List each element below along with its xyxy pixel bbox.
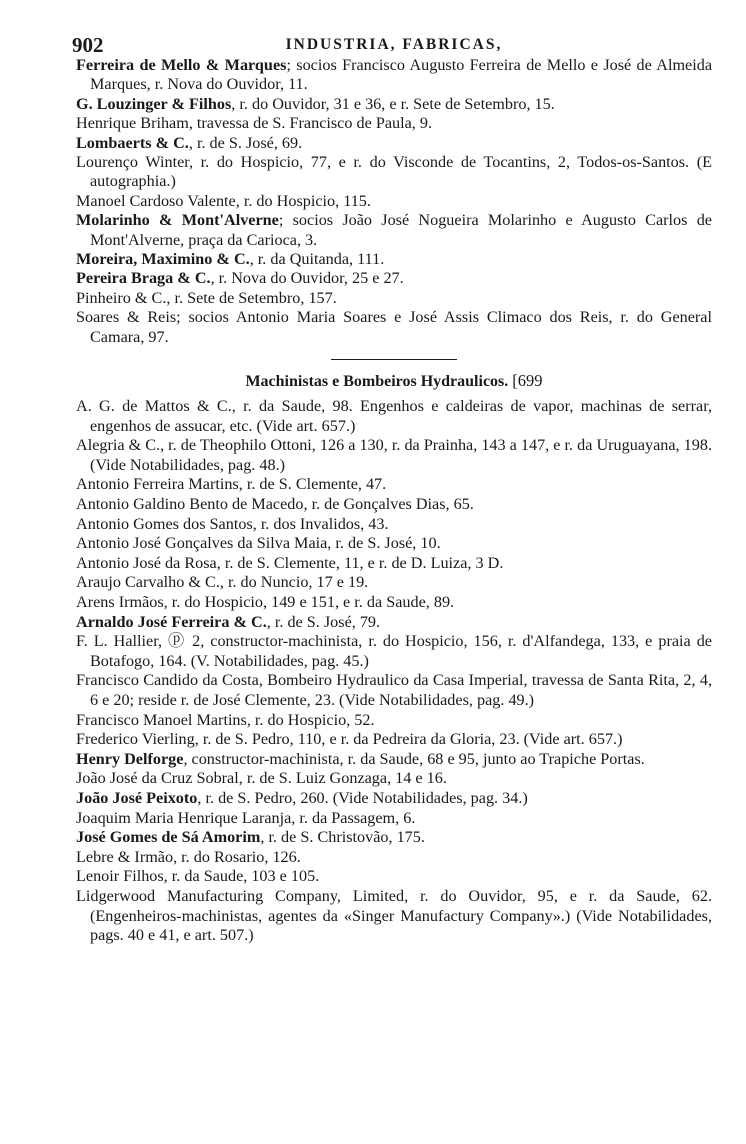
directory-entry	[76, 397, 712, 436]
entry-text: Manoel Cardoso Valente, r. do Hospicio, 115.	[76, 191, 371, 210]
directory-entry	[76, 848, 712, 868]
running-head: INDUSTRIA, FABRICAS,	[285, 36, 503, 53]
directory-entry	[76, 495, 712, 515]
directory-page	[72, 33, 712, 946]
entry-text: João José da Cruz Sobral, r. de S. Luiz Gonzaga, 14 e 16.	[76, 769, 447, 788]
directory-entry	[76, 114, 712, 133]
entry-text: Antonio José Gonçalves da Silva Maia, r. de S. José, 10.	[76, 534, 441, 553]
entry-text: Arens Irmãos, r. do Hospicio, 149 e 151, e r. da Saude, 89.	[76, 593, 455, 612]
directory-entry	[76, 95, 712, 114]
entry-text: Frederico Vierling, r. de S. Pedro, 110, e r. da Pedreira da Gloria, 23. (Vide art. 657.)	[76, 730, 623, 749]
entry-lead-name: Ferreira de Mello & Marques	[76, 56, 287, 74]
entry-lead-name: Pereira Braga & C.	[76, 269, 211, 288]
directory-entry	[76, 56, 712, 95]
entry-lead-name: José Gomes de Sá Amorim	[76, 828, 261, 847]
entry-text: Lourenço Winter, r. do Hospicio, 77, e r. do Visconde de Tocantins, 2, Todos-os-Santos. (E autographia.)	[76, 153, 712, 191]
entry-text: Pinheiro & C., r. Sete de Setembro, 157.	[76, 288, 337, 307]
entry-lead-name: G. Louzinger & Filhos	[76, 94, 232, 113]
entry-lead-name: João José Peixoto	[76, 788, 198, 807]
directory-entry	[76, 534, 712, 554]
directory-entry	[76, 554, 712, 574]
entry-text: Alegria & C., r. de Theophilo Ottoni, 126 a 130, r. da Prainha, 143 a 147, e r. da Uruguayana, 198. (Vide Notabilidades, pag. 48.)	[76, 436, 712, 474]
directory-entry	[76, 573, 712, 593]
directory-entry	[76, 250, 712, 269]
entry-text: Lidgerwood Manufacturing Company, Limited, r. do Ouvidor, 95, e r. da Saude, 62. (Engenheiros-machinistas, agentes da «Singer Manufactury Company».) (Vide Notabilidades, pags. 40 e 41, e art. 507.)	[76, 886, 712, 945]
directory-entry	[76, 593, 712, 613]
entry-text: Lenoir Filhos, r. da Saude, 103 e 105.	[76, 867, 320, 886]
directory-entry	[76, 828, 712, 848]
directory-entry	[76, 192, 712, 211]
directory-entry	[76, 269, 712, 288]
entry-text: Antonio José da Rosa, r. de S. Clemente, 11, e r. de D. Luiza, 3 D.	[76, 553, 504, 572]
directory-entry	[76, 671, 712, 710]
directory-entry	[76, 515, 712, 535]
directory-entry	[76, 750, 712, 770]
directory-entry	[76, 308, 712, 347]
directory-entry	[76, 289, 712, 308]
entry-text: Henrique Briham, travessa de S. Francisco de Paula, 9.	[76, 114, 433, 133]
entry-text: ; socios Francisco Augusto Ferreira de Mello e José de Almeida Marques, r. Nova do Ouvidor, 11.	[90, 56, 712, 94]
directory-entry	[76, 769, 712, 789]
entry-text: , r. da Quitanda, 111.	[249, 250, 385, 269]
entry-text: , r. de S. José, 79.	[266, 612, 381, 631]
directory-entry	[76, 153, 712, 192]
entry-lead-name: Molarinho & Mont'Alverne	[76, 211, 279, 230]
directory-entry	[76, 613, 712, 633]
section-reference-number: [699	[512, 371, 543, 391]
entry-text: ; socios João José Nogueira Molarinho e Augusto Carlos de Mont'Alverne, praça da Carioca, 3.	[90, 211, 712, 249]
entry-text: Antonio Galdino Bento de Macedo, r. de Gonçalves Dias, 65.	[76, 495, 474, 514]
directory-entry	[76, 711, 712, 731]
entry-text: , r. de S. Christovão, 175.	[260, 828, 425, 847]
entry-text: Araujo Carvalho & C., r. do Nuncio, 17 e 19.	[76, 573, 369, 592]
directory-entry	[76, 134, 712, 153]
entry-text: Antonio Gomes dos Santos, r. dos Invalidos, 43.	[76, 514, 389, 533]
entry-text: Soares & Reis; socios Antonio Maria Soares e José Assis Climaco dos Reis, r. do General Camara, 97.	[76, 308, 712, 346]
section-1-entries	[76, 56, 712, 347]
directory-entry	[76, 867, 712, 887]
entry-text: Lebre & Irmão, r. do Rosario, 126.	[76, 847, 301, 866]
section-title-text: Machinistas e Bombeiros Hydraulicos.	[245, 373, 509, 391]
entry-lead-name: Henry Delforge	[76, 749, 184, 768]
directory-entry	[76, 475, 712, 495]
directory-entry	[76, 632, 712, 671]
entry-lead-name: Moreira, Maximino & C.	[76, 250, 250, 269]
entry-text: , constructor-machinista, r. da Saude, 68 e 95, junto ao Trapiche Portas.	[183, 749, 645, 768]
entry-text: Antonio Ferreira Martins, r. de S. Clemente, 47.	[76, 475, 387, 494]
entry-text: , r. de S. Pedro, 260. (Vide Notabilidades, pag. 34.)	[197, 788, 528, 807]
entry-lead-name: Lombaerts & C.	[76, 133, 189, 152]
directory-entry	[76, 887, 712, 946]
page-number: 902	[72, 33, 104, 57]
entry-text: , r. de S. José, 69.	[188, 133, 303, 152]
entry-text: A. G. de Mattos & C., r. da Saude, 98. Engenhos e caldeiras de vapor, machinas de serrar, engenhos de assucar, etc. (Vide art. 657.)	[76, 397, 712, 435]
entry-text: Joaquim Maria Henrique Laranja, r. da Passagem, 6.	[76, 808, 416, 827]
entry-text: F. L. Hallier, ⓟ 2, constructor-machinista, r. do Hospicio, 156, r. d'Alfandega, 133, e praia de Botafogo, 164. (V. Notabilidades, pag. 45.)	[76, 632, 712, 670]
page-header	[72, 33, 712, 57]
section-divider	[331, 359, 457, 360]
directory-entry	[76, 436, 712, 475]
entry-text: , r. Nova do Ouvidor, 25 e 27.	[210, 269, 404, 288]
entry-lead-name: Arnaldo José Ferreira & C.	[76, 612, 267, 631]
section-title	[76, 370, 712, 393]
entry-text: Francisco Candido da Costa, Bombeiro Hydraulico da Casa Imperial, travessa de Santa Rita, 2, 4, 6 e 20; reside r. de José Clemente, 23. (Vide Notabilidades, pag. 49.)	[76, 671, 712, 709]
section-2-entries	[76, 397, 712, 946]
directory-entry	[76, 730, 712, 750]
directory-entry	[76, 211, 712, 250]
directory-entry	[76, 789, 712, 809]
entry-text: , r. do Ouvidor, 31 e 36, e r. Sete de Setembro, 15.	[231, 94, 555, 113]
directory-entry	[76, 809, 712, 829]
entry-text: Francisco Manoel Martins, r. do Hospicio, 52.	[76, 710, 375, 729]
